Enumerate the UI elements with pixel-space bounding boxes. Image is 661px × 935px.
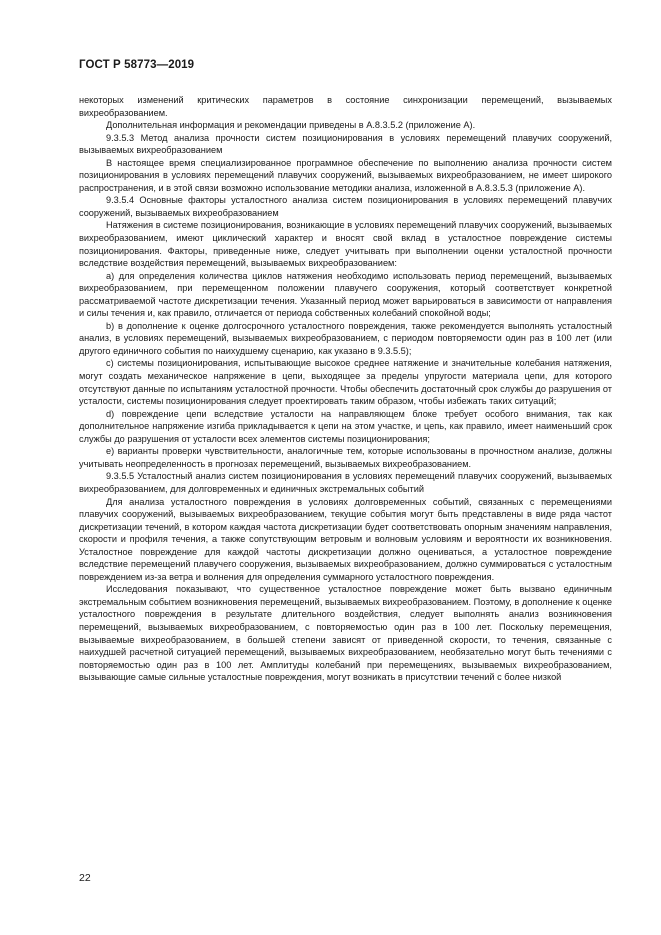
list-item: d) повреждение цепи вследствие усталости на направляющем блоке требует особого внимания, так как дополнительное напряжение изгиба прикладывается к цепи на этом участке, и цепь, как правило, имеет наименьший срок службы до разрушения от усталости всех элементов системы позиционирования; bbox=[79, 408, 612, 444]
section-heading: 9.3.5.5 Усталостный анализ систем позиционирования в условиях перемещений плавучих сооружений, вызываемых вихреобразованием, для долговременных и единичных экстремальных событий bbox=[79, 471, 612, 494]
paragraph: В настоящее время специализированное программное обеспечение по выполнению анализа прочности систем позиционирования в условиях перемещений плавучих сооружений, вызываемых вихреобразованием, не имеет широкого распространения, и в этой связи возможно использование методики анализа, изложенной в А.8.3.5.3 (приложение А). bbox=[79, 157, 612, 193]
document-body bbox=[79, 94, 612, 684]
page-number: 22 bbox=[79, 872, 91, 884]
section-heading: 9.3.5.3 Метод анализа прочности систем позиционирования в условиях перемещений плавучих сооружений, вызываемых вихреобразованием bbox=[79, 132, 612, 156]
list-item: c) системы позиционирования, испытывающие высокое среднее натяжение и значительные колебания натяжения, могут создать механическое напряжение в цепи, выходящее за пределы упругости материала цепи, для которого отсутствуют данные по испытаниям усталостной прочности. Чтобы обеспечить достаточный срок службы до разрушения от усталости, системы позиционирования следует проектировать таким образом, чтобы избежать таких ситуаций; bbox=[79, 358, 612, 407]
paragraph: некоторых изменений критических параметров в состояние синхронизации перемещений, вызываемых вихреобразованием. bbox=[79, 95, 612, 118]
paragraph: Для анализа усталостного повреждения в условиях долговременных событий, связанных с перемещениями плавучих сооружений, вызываемых вихреобразованием, текущие события могут быть представлены в виде ряда частот дискретизации течений, в котором каждая частота дискретизации будет соответствовать опорным значениям направления, скорости и профиля течения, а также сопутствующим ветровым и волновым условиям и вероятности их возникновения. Усталостное повреждение для каждой частоты дискретизации должно оцениваться, а усталостное повреждение вследствие перемещений плавучего сооружения, вызываемых вихреобразованием, должно суммироваться с усталостным повреждением из-за ветра и волнения для определения суммарного усталостного повреждения. bbox=[79, 496, 612, 582]
list-item: b) в дополнение к оценке долгосрочного усталостного повреждения, также рекомендуется выполнять усталостный анализ, в условиях перемещений, вызываемых вихреобразованием, с периодом повторяемости один раз в 100 лет (или другого единичного события по наихудшему сценарию, как указано в 9.3.5.5); bbox=[79, 320, 612, 356]
list-item: a) для определения количества циклов натяжения необходимо использовать период перемещений, вызываемых вихреобразованием, при перемещенном положении плавучего сооружения, который соответствует конкретной рассматриваемой частоте дискретизации течения. Указанный период может варьироваться в зависимости от направления и силы течения и, как правило, отличается от периода собственных колебаний спокойной воды; bbox=[79, 270, 612, 319]
paragraph: Дополнительная информация и рекомендации приведены в А.8.3.5.2 (приложение А). bbox=[106, 120, 476, 131]
section-heading: 9.3.5.4 Основные факторы усталостного анализа систем позиционирования в условиях перемещений плавучих сооружений, вызываемых вихреобразованием bbox=[79, 195, 612, 218]
paragraph: Исследования показывают, что существенное усталостное повреждение может быть вызвано единичным экстремальным событием возникновения перемещений, вызываемых вихреобразованием. Поэтому, в дополнение к оценке усталостного повреждения в результате длительного воздействия, следует выполнять анализ возникновения перемещений, вызываемых вихреобразованием, с повторяемостью один раз в 100 лет. Поскольку перемещения, вызываемые вихреобразованием, в большей степени зависят от приведенной скорости, то течения, связанные с наихудшей расчетной ситуацией перемещений, вызываемых вихреобразованием, необязательно могут быть течениями с повторяемостью один раз в 100 лет. Амплитуды колебаний при перемещениях, вызываемых вихреобразованием, вызывающие самые сильные усталостные повреждения, могут возникать в присутствии течений с более низкой bbox=[79, 584, 612, 683]
paragraph: Натяжения в системе позиционирования, возникающие в условиях перемещений плавучих сооружений, вызываемых вихреобразованием, имеют циклический характер и вносят свой вклад в усталостное повреждение системы позиционирования. Факторы, приведенные ниже, следует учитывать при выполнении оценки усталостной прочности вследствие воздействия перемещений, вызываемых вихреобразованием: bbox=[79, 220, 612, 269]
list-item: e) варианты проверки чувствительности, аналогичные тем, которые использованы в прочностном анализе, должны учитывать неопределенность в прогнозах перемещений, вызываемых вихреобразованием. bbox=[79, 446, 612, 469]
document-header: ГОСТ Р 58773—2019 bbox=[79, 59, 195, 71]
